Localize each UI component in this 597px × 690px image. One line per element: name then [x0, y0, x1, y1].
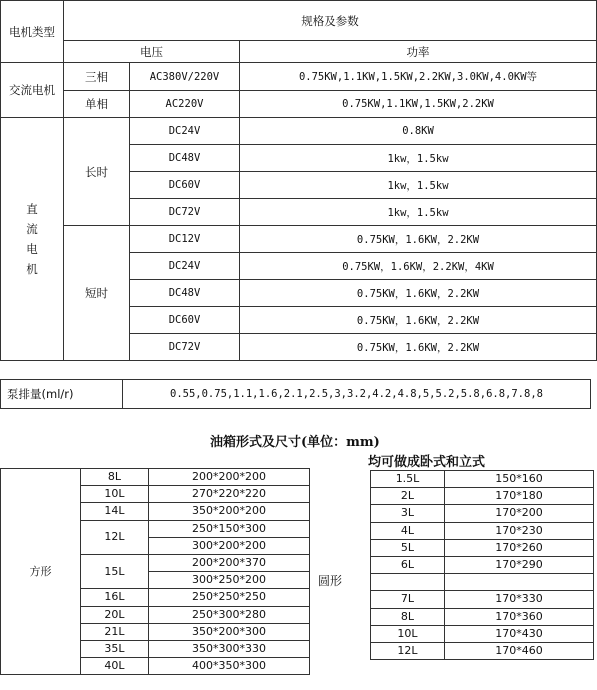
- tank-size: 350*200*200: [149, 503, 310, 520]
- tank-size: 350*200*300: [149, 623, 310, 640]
- header-voltage: 电压: [64, 41, 240, 63]
- voltage-cell: DC12V: [130, 226, 240, 253]
- short-duty-label: 短时: [64, 226, 130, 361]
- header-spec: 规格及参数: [64, 1, 597, 41]
- tank-size: 200*200*200: [149, 469, 310, 486]
- tank-capacity: 1.5L: [371, 471, 445, 488]
- tank-capacity: 3L: [371, 505, 445, 522]
- header-power: 功率: [240, 41, 597, 63]
- voltage-cell: DC72V: [130, 334, 240, 361]
- tank-capacity: 14L: [81, 503, 149, 520]
- tank-capacity: 10L: [81, 486, 149, 503]
- tank-size: 250*300*280: [149, 606, 310, 623]
- voltage-cell: DC48V: [130, 280, 240, 307]
- tank-size: 250*250*250: [149, 589, 310, 606]
- pump-displacement-table: [0, 379, 591, 409]
- tank-capacity: [371, 574, 445, 591]
- dc-motor-label: [1, 118, 64, 361]
- tank-size: 250*150*300: [149, 520, 310, 537]
- tank-capacity: 12L: [81, 520, 149, 554]
- ac-motor-label: 交流电机: [1, 63, 64, 118]
- power-cell: 0.75KW，1.6KW，2.2KW，4KW: [240, 253, 597, 280]
- tank-capacity: 35L: [81, 640, 149, 657]
- square-tank-table: [0, 468, 310, 675]
- power-cell: 1kw，1.5kw: [240, 199, 597, 226]
- phase-label: 单相: [64, 91, 130, 118]
- tank-size: 400*350*300: [149, 658, 310, 675]
- dc-motor-label-text: 直流电机: [26, 202, 38, 276]
- tank-size: [445, 574, 594, 591]
- square-tank-label: 方形: [1, 469, 81, 675]
- voltage-cell: AC220V: [130, 91, 240, 118]
- power-cell: 0.75KW,1.1KW,1.5KW,2.2KW,3.0KW,4.0KW等: [240, 63, 597, 91]
- voltage-cell: DC24V: [130, 118, 240, 145]
- voltage-cell: DC60V: [130, 307, 240, 334]
- pump-displacement-label: 泵排量(ml/r): [1, 380, 123, 409]
- voltage-cell: DC24V: [130, 253, 240, 280]
- tank-size: 300*200*200: [149, 537, 310, 554]
- tank-capacity: 20L: [81, 606, 149, 623]
- tank-size: 170*200: [445, 505, 594, 522]
- tank-size: 350*300*330: [149, 640, 310, 657]
- tank-capacity: 5L: [371, 539, 445, 556]
- tank-size: 170*360: [445, 608, 594, 625]
- long-duty-label: 长时: [64, 118, 130, 226]
- tank-size: 170*430: [445, 625, 594, 642]
- tank-size: 170*290: [445, 556, 594, 573]
- power-cell: 0.75KW，1.6KW，2.2KW: [240, 307, 597, 334]
- power-cell: 0.75KW，1.6KW，2.2KW: [240, 334, 597, 361]
- tank-capacity: 4L: [371, 522, 445, 539]
- tank-size: 170*230: [445, 522, 594, 539]
- tank-capacity: 15L: [81, 554, 149, 588]
- tank-size: 200*200*370: [149, 554, 310, 571]
- tank-size: 170*460: [445, 642, 594, 659]
- voltage-cell: DC72V: [130, 199, 240, 226]
- power-cell: 0.8KW: [240, 118, 597, 145]
- voltage-cell: DC48V: [130, 145, 240, 172]
- header-motor-type: 电机类型: [1, 1, 64, 63]
- tank-capacity: 10L: [371, 625, 445, 642]
- power-cell: 1kw，1.5kw: [240, 172, 597, 199]
- tank-capacity: 6L: [371, 556, 445, 573]
- tank-size: 170*260: [445, 539, 594, 556]
- tank-capacity: 8L: [81, 469, 149, 486]
- tank-section-subtitle: 均可做成卧式和立式: [368, 455, 486, 470]
- tank-capacity: 40L: [81, 658, 149, 675]
- tank-section-title: 油箱形式及尺寸(单位：mm): [210, 435, 380, 450]
- tank-capacity: 2L: [371, 488, 445, 505]
- tank-size: 300*250*200: [149, 572, 310, 589]
- tank-size: 170*330: [445, 591, 594, 608]
- round-tank-label: 圆形: [318, 574, 343, 588]
- round-tank-table: [370, 470, 594, 660]
- tank-capacity: 16L: [81, 589, 149, 606]
- tank-capacity: 8L: [371, 608, 445, 625]
- tank-size: 270*220*220: [149, 486, 310, 503]
- power-cell: 0.75KW,1.1KW,1.5KW,2.2KW: [240, 91, 597, 118]
- tank-capacity: 21L: [81, 623, 149, 640]
- pump-displacement-values: 0.55,0.75,1.1,1.6,2.1,2.5,3,3.2,4.2,4.8,5,5.2,5.8,6.8,7.8,8: [123, 380, 591, 409]
- power-cell: 1kw，1.5kw: [240, 145, 597, 172]
- voltage-cell: AC380V/220V: [130, 63, 240, 91]
- tank-size: 170*180: [445, 488, 594, 505]
- voltage-cell: DC60V: [130, 172, 240, 199]
- phase-label: 三相: [64, 63, 130, 91]
- tank-capacity: 7L: [371, 591, 445, 608]
- tank-capacity: 12L: [371, 642, 445, 659]
- power-cell: 0.75KW，1.6KW，2.2KW: [240, 280, 597, 307]
- tank-size: 150*160: [445, 471, 594, 488]
- power-cell: 0.75KW，1.6KW，2.2KW: [240, 226, 597, 253]
